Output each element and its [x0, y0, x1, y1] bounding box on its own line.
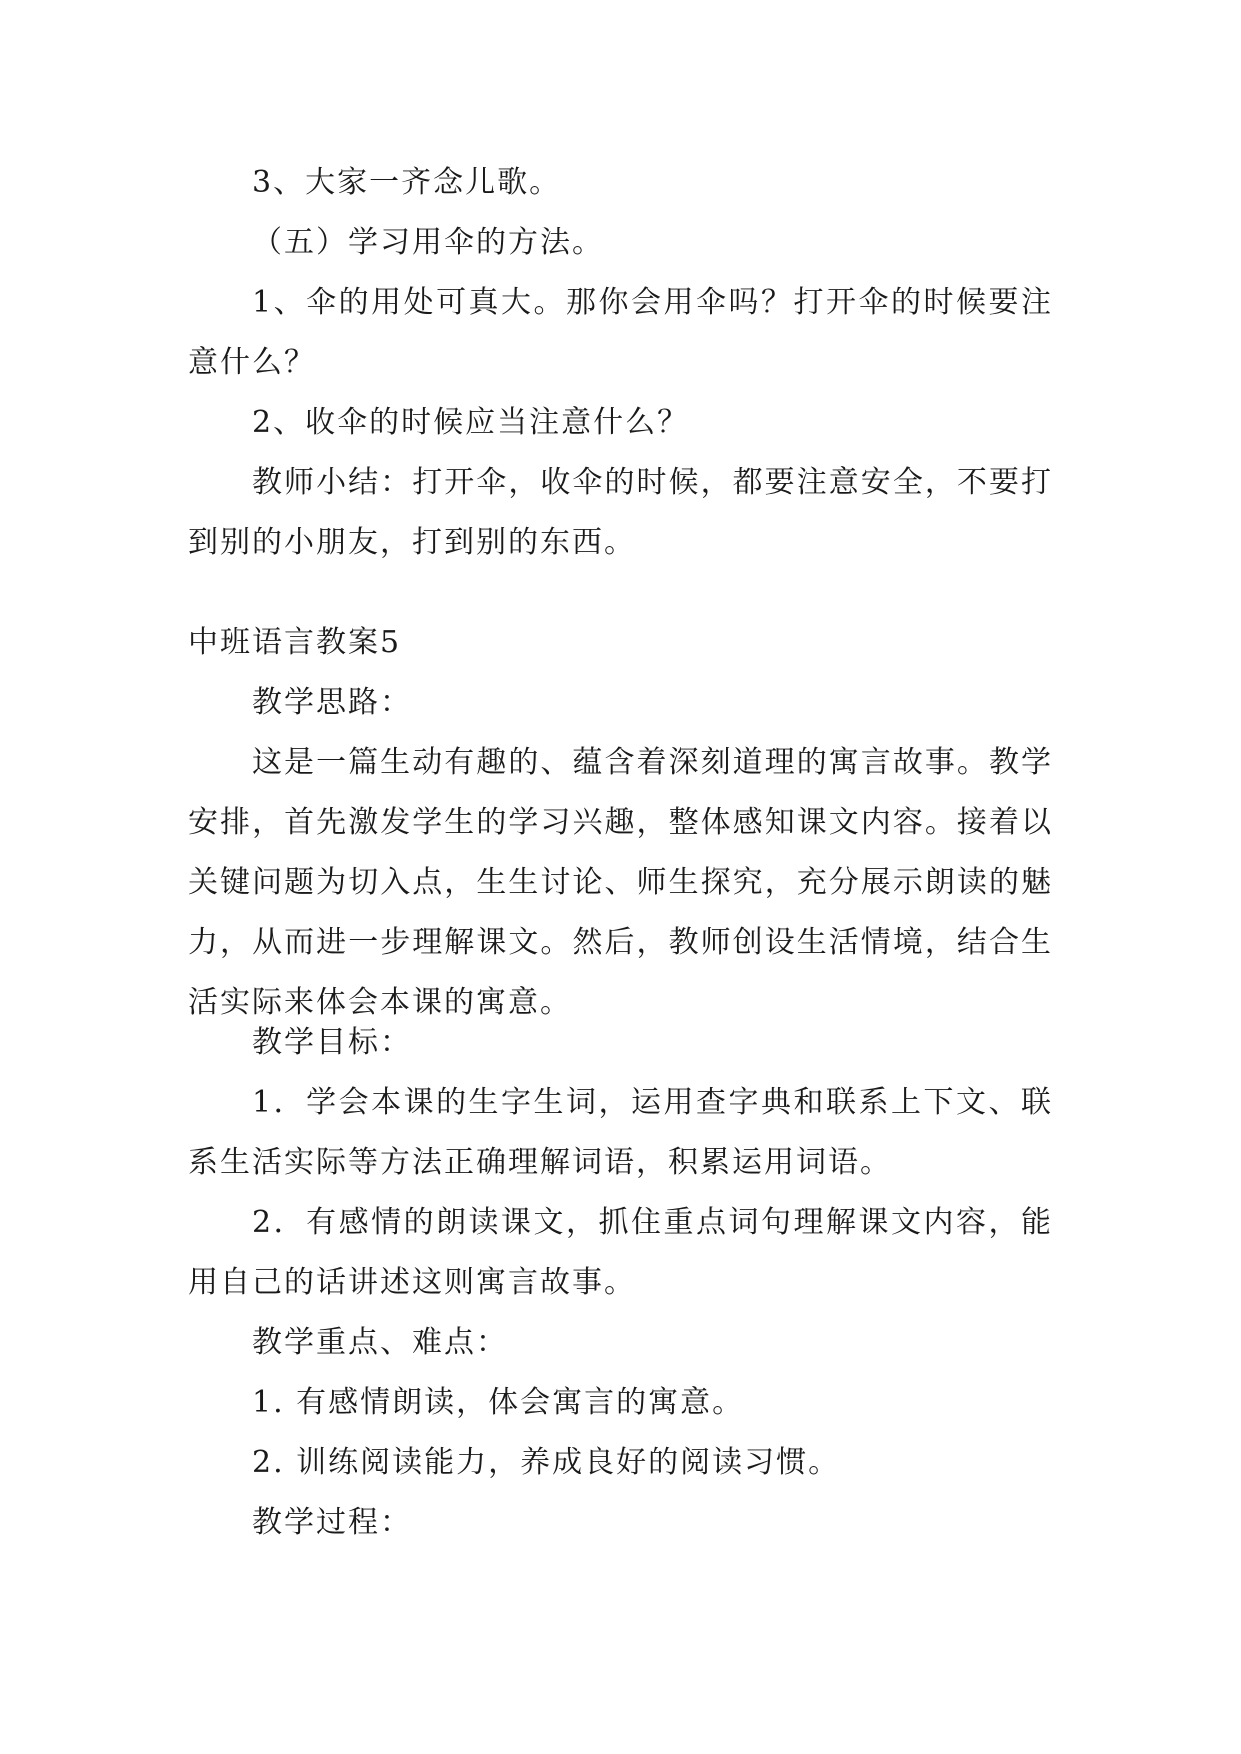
section-heading: 教学思路： [252, 685, 412, 720]
section-heading: 教学目标： [252, 1025, 412, 1060]
section-heading: 教学过程： [252, 1505, 412, 1540]
paragraph: 教师小结：打开伞，收伞的时候，都要注意安全，不要打到别的小朋友，打到别的东西。 [188, 465, 1053, 560]
list-item: 1．学会本课的生字生词，运用查字典和联系上下文、联系生活实际等方法正确理解词语，积累运用词语。 [188, 1085, 1053, 1180]
section-heading: （五）学习用伞的方法。 [252, 225, 604, 260]
document-title: 中班语言教案5 [188, 625, 402, 660]
list-item: 2．有感情的朗读课文，抓住重点词句理解课文内容，能用自己的话讲述这则寓言故事。 [188, 1205, 1053, 1300]
paragraph: 3、大家一齐念儿歌。 [252, 165, 562, 200]
section-heading: 教学重点、难点： [252, 1325, 508, 1360]
paragraph: 2、收伞的时候应当注意什么？ [252, 405, 690, 440]
list-item: 2. 训练阅读能力，养成良好的阅读习惯。 [252, 1445, 841, 1480]
paragraph: 这是一篇生动有趣的、蕴含着深刻道理的寓言故事。教学安排，首先激发学生的学习兴趣，整体感知课文内容。接着以关键问题为切入点，生生讨论、师生探究，充分展示朗读的魅力，从而进一步理解课文。然后，教师创设生活情境，结合生活实际来体会本课的寓意。 [188, 745, 1053, 1020]
paragraph: 1、伞的用处可真大。那你会用伞吗？打开伞的时候要注意什么？ [188, 285, 1053, 380]
list-item: 1. 有感情朗读，体会寓言的寓意。 [252, 1385, 745, 1420]
